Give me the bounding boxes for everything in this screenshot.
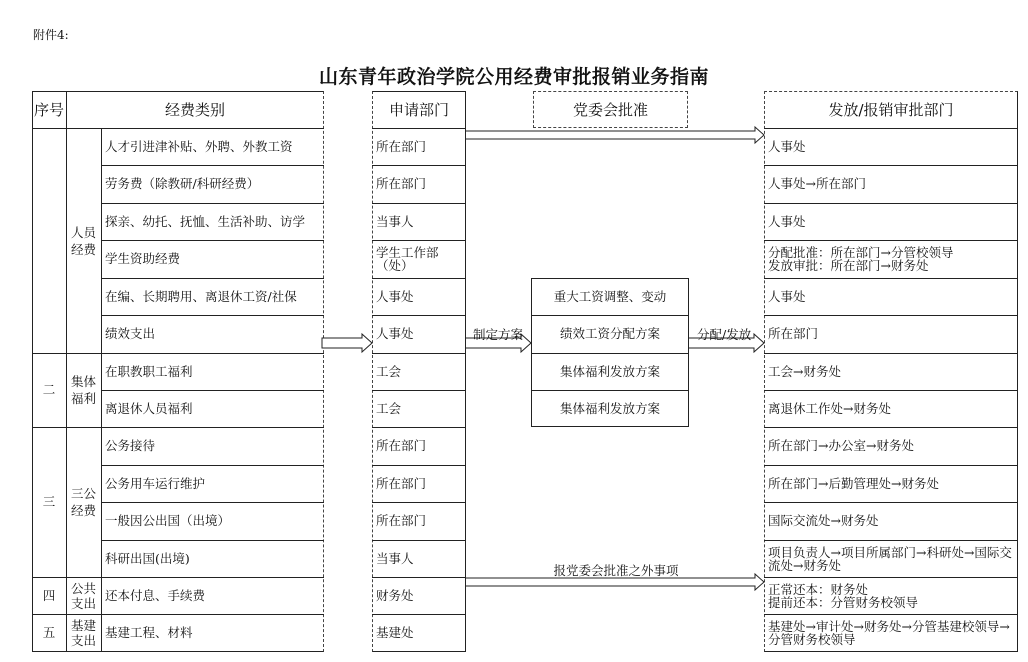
category-item: 人才引进津补贴、外聘、外教工资 (105, 138, 293, 154)
approval-cell: 基建处→审计处→财务处→分管基建校领导→分管财务校领导 (768, 619, 1010, 647)
party-item: 重大工资调整、变动 (553, 288, 667, 304)
department-cell: 基建处 (376, 625, 414, 640)
category-item: 在职教职工福利 (105, 363, 193, 379)
approval-cell: 项目负责人→项目所属部门→科研处→国际交流处→财务处 (768, 544, 1012, 573)
department-cell: 人事处 (376, 288, 414, 304)
group-seq (32, 128, 66, 353)
category-item: 公务接待 (105, 438, 156, 453)
department-cell: 所在部门 (376, 513, 427, 528)
approval-cell: 所在部门 (768, 326, 819, 341)
approval-cell: 人事处 (768, 288, 806, 304)
department-cell: 所在部门 (376, 138, 427, 154)
department-cell: 财务处 (376, 587, 414, 603)
category-item: 在编、长期聘用、离退休工资/社保 (105, 288, 297, 304)
category-item: 绩效支出 (105, 326, 156, 341)
arrow-label-outside: 报党委会批准之外事项 (553, 563, 679, 578)
party-item: 集体福利发放方案 (559, 400, 660, 416)
group-name: 基建 支出 (70, 618, 96, 648)
category-item: 科研出国(出境) (105, 550, 190, 566)
approval-cell: 所在部门→办公室→财务处 (768, 438, 914, 453)
approval-cell: 人事处 (768, 213, 806, 229)
category-item: 离退休人员福利 (105, 400, 193, 416)
group-seq: 三 (42, 494, 56, 509)
category-item: 基建工程、材料 (105, 625, 193, 640)
category-item: 还本付息、手续费 (105, 587, 206, 603)
department-cell: 工会 (376, 400, 402, 416)
header-approval: 发放/报销审批部门 (828, 101, 954, 119)
group-seq: 五 (42, 625, 56, 640)
arrow-right-icon (322, 333, 374, 353)
department-cell: 所在部门 (376, 438, 427, 453)
approval-cell: 人事处→所在部门 (768, 176, 866, 191)
approval-cell: 工会→财务处 (768, 363, 841, 379)
approval-cell: 国际交流处→财务处 (768, 513, 879, 528)
group-name: 公共 支出 (70, 580, 96, 611)
header-party-approval: 党委会批准 (533, 91, 688, 128)
department-cell: 人事处 (376, 326, 414, 341)
group-name: 人员 经费 (70, 224, 96, 257)
category-item: 一般因公出国（出境） (105, 513, 231, 528)
category-item: 劳务费（除教研/科研经费） (105, 176, 260, 191)
department-cell: 所在部门 (376, 475, 427, 491)
party-item: 集体福利发放方案 (559, 363, 660, 379)
approval-cell: 人事处 (768, 138, 806, 154)
department-cell: 所在部门 (376, 176, 427, 191)
group-seq: 四 (42, 587, 56, 603)
approval-cell: 所在部门→后勤管理处→财务处 (768, 475, 939, 491)
department-cell: 当事人 (376, 213, 414, 229)
category-item: 探亲、幼托、抚恤、生活补助、访学 (105, 213, 306, 229)
header-department: 申请部门 (388, 101, 449, 119)
category-item: 公务用车运行维护 (105, 475, 206, 491)
department-cell: 学生工作部 （处） (376, 245, 439, 273)
header-seq: 序号 (33, 101, 64, 119)
department-cell: 工会 (376, 363, 402, 379)
approval-cell: 正常还本：财务处 提前还本：分管财务校领导 (768, 581, 919, 610)
category-item: 学生资助经费 (105, 251, 181, 266)
group-seq: 二 (42, 382, 56, 397)
arrow-right-icon (466, 126, 766, 144)
attachment-label: 附件4: (33, 28, 69, 42)
page-title: 山东青年政治学院公用经费审批报销业务指南 (318, 66, 709, 88)
party-item: 绩效工资分配方案 (559, 326, 660, 341)
group-name: 集体 福利 (70, 374, 96, 406)
header-category: 经费类别 (164, 101, 225, 119)
arrow-label-distribute: 分配/发放 (697, 327, 752, 342)
approval-cell: 离退休工作处→财务处 (768, 400, 891, 416)
approval-cell: 分配批准：所在部门→分管校领导 发放审批：所在部门→财务处 (768, 245, 954, 273)
arrow-label-make-plan: 制定方案 (473, 327, 524, 342)
department-cell: 当事人 (376, 550, 414, 566)
group-name: 三公 经费 (70, 486, 96, 518)
